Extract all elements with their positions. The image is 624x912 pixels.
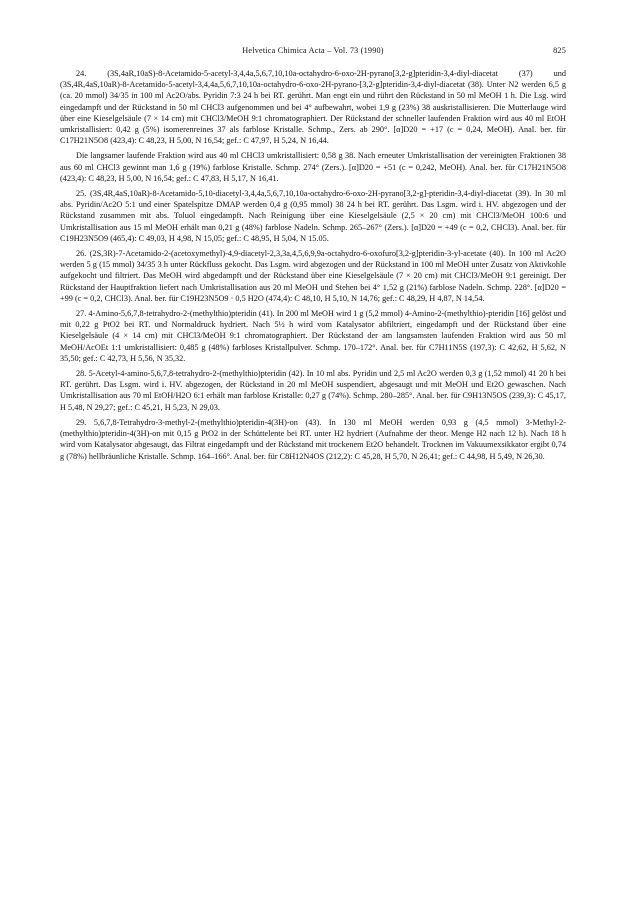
paragraph-24: 24. (3S,4aR,10aS)-8-Acetamido-5-acetyl-3,4,4a,5,6,7,10,10a-octahydro-6-oxo-2H-pyrano[3,2-g]pteridin-3,4-diyl-diacetat (37) und (3S,4R,4aS,10aR)-8-Acetamido-5-acetyl-3,4,4a,5,6,7,10,10a-octahydro-6-oxo-2H-pyrano-[3,2-g]pteridin-3,4-diyl-diacetat (38). Unter N2 werden 6,5 g (ca. 20 mmol) 34/35 in 100 ml Ac2O/abs. Pyridin 7:3 24 h bei RT. gerührt. Man engt ein und rührt den Rückstand in 50 ml MeOH 1 h. Die Lsg. wird eingedampft und der Rückstand in 50 ml CHCl3 aufgenommen und bei 4° aufbewahrt, wobei 1,9 g (23%) 38 auskristallisieren. Die Mutterlauge wird über eine Kieselgelsäule (7 × 14 cm) mit CHCl3/MeOH 9:1 chromatographiert. Der Rückstand der schneller laufenden Fraktion wird aus 40 ml EtOH umkristallisiert: 0,42 g (5%) isomerenreines 37 als farblose Kristalle. Schmp., Zers. ab 290°. [α]D20 = +17 (c = 0,24, MeOH). Anal. ber. für C17H21N5O8 (423,4): C 48,23, H 5,00, N 16,54; gef.: C 47,97, H 5,24, N 16,44. (60, 69, 566, 146)
paragraph-27: 27. 4-Amino-5,6,7,8-tetrahydro-2-(methylthio)pteridin (41). In 200 ml MeOH wird 1 g (5,2 mmol) 4-Amino-2-(methylthio)-pteridin [16] gelöst und mit 0,22 g PtO2 bei RT. und Normaldruck hydriert. Nach 5½ h wird vom Katalysator abfiltriert, eingedampft und der Rückstand über eine Kieselgelsäule (4 × 14 cm) mit CHCl3/MeOH 9:1 chromatographiert. Der Rückstand der am langsamsten laufenden Fraktion wird aus 50 ml MeOH/AcOEt 1:1 umkristallisiert: 0,485 g (48%) farbloses Kristallpulver. Schmp. 170–172°. Anal. ber. für C7H11N5S (197,3): C 42,62, H 5,62, N 35,50; gef.: C 42,73, H 5,56, N 35,32. (60, 309, 566, 363)
paragraph-26: 26. (2S,3R)-7-Acetamido-2-(acetoxymethyl)-4,9-diacetyl-2,3,3a,4,5,6,9,9a-octahydro-6-oxofuro[3,2-g]pteridin-3-yl-acetate (40). In 100 ml Ac2O werden 5 g (15 mmol) 34/35 3 h unter Rückfluss gekocht. Das Lsgm. wird abgezogen und der Rückstand in 100 ml MeOH unter Zusatz von Aktivkohle aufgekocht und filtriert. Das MeOH wird abgedampft und der Rückstand über eine Kieselgelsäule (7 × 20 cm) mit CHCl3/MeOH 9:1 gereinigt. Der Rückstand der Hauptfraktion liefert nach Umkristallisation aus 20 ml MeOH und Stehen bei 4° 1,52 g (21%) farblose Nadeln. Schmp. 228°. [α]D20 = +99 (c = 0,2, CHCl3). Anal. ber. für C19H23N5O9 · 0,5 H2O (474,4): C 48,10, H 5,10, N 14,76; gef.: C 48,29, H 4,87, N 14,54. (60, 249, 566, 303)
paragraph-29: 29. 5,6,7,8-Tetrahydro-3-methyl-2-(methylthio)pteridin-4(3H)-on (43). In 130 ml MeOH werden 0,93 g (4,5 mmol) 3-Methyl-2-(methylthio)pteridin-4(3H)-on mit 0,15 g PtO2 in der Schüttelente bei RT. unter H2 hydriert (Aufnahme der theor. Menge H2 nach 12 h). Nach 18 h wird vom Katalysator abgesaugt, das Filtrat eingedampft und der Rückstand mit trockenem Et2O behandelt. Trocknen im Vakuumexsikkator ergibt 0,74 g (78%) hellbräunliche Kristalle. Schmp. 164–166°. Anal. ber. für C8H12N4OS (212,2): C 45,28, H 5,70, N 26,41; gef.: C 44,98, H 5,49, N 26,30. (60, 417, 566, 461)
paragraph-24-continued: Die langsamer laufende Fraktion wird aus 40 ml CHCl3 umkristallisiert: 0,58 g 38. Nach erneuter Umkristallisation der vereinigten Fraktionen 38 aus 60 ml CHCl3 gewinnt man 1,6 g (19%) farblose Kristalle. Schmp. 274° (Zers.). [α]D20 = +51 (c = 0,242, MeOH). Anal. ber. für C17H21N5O8 (423,4): C 48,23, H 5,00, N 16,54; gef.: C 47,83, H 5,17, N 16,41. (60, 151, 566, 183)
page-number: 825 (553, 46, 566, 55)
running-header (60, 46, 566, 60)
paragraph-28: 28. 5-Acetyl-4-amino-5,6,7,8-tetrahydro-2-(methylthio)pteridin (42). In 10 ml abs. Pyridin und 2,5 ml Ac2O werden 0,3 g (1,52 mmol) 41 20 h bei RT. gerührt. Das Lsgm. wird i. HV. abgezogen, der Rückstand in 20 ml MeOH suspendiert, abgesaugt und mit MeOH und Et2O gewaschen. Nach Umkristallisation aus 70 ml EtOH/H2O 6:1 erhält man farblose Kristalle: 0,27 g (74%). Schmp. 280–285°. Anal. ber. für C9H13N5OS (239,3): C 45,17, H 5,48, N 29,27; gef.: C 45,21, H 5,23, N 29,03. (60, 369, 566, 412)
journal-title: Helvetica Chimica Acta – Vol. 73 (1990) (242, 46, 384, 55)
paragraph-25: 25. (3S,4R,4aS,10aR)-8-Acetamido-5,10-diacetyl-3,4,4a,5,6,7,10,10a-octahydro-6-oxo-2H-pyrano[3,2-g]-pteridin-3,4-diyl-diacetat (39). In 30 ml abs. Pyridin/Ac2O 5:1 und einer Spatelspitze DMAP werden 0,4 g (0,95 mmol) 38 24 h bei RT. gerührt. Das Lsgm. wird i. HV. abgezogen und der Rückstand zusammen mit abs. Toluol eingedampft. Nach Reinigung über eine Kieselgelsäule (2,5 × 20 cm) mit CHCl3/MeOH 100:6 und Umkristallisation aus 15 ml MeOH erhält man 0,21 g (48%) farblose Nadeln. Schmp. 265–267° (Zers.). [α]D20 = +49 (c = 0,2, CHCl3). Anal. ber. für C19H23N5O9 (465,4): C 49,03, H 4,98, N 15,05; gef.: C 48,95, H 5,04, N 15.05. (60, 189, 566, 243)
article-body (60, 68, 566, 466)
